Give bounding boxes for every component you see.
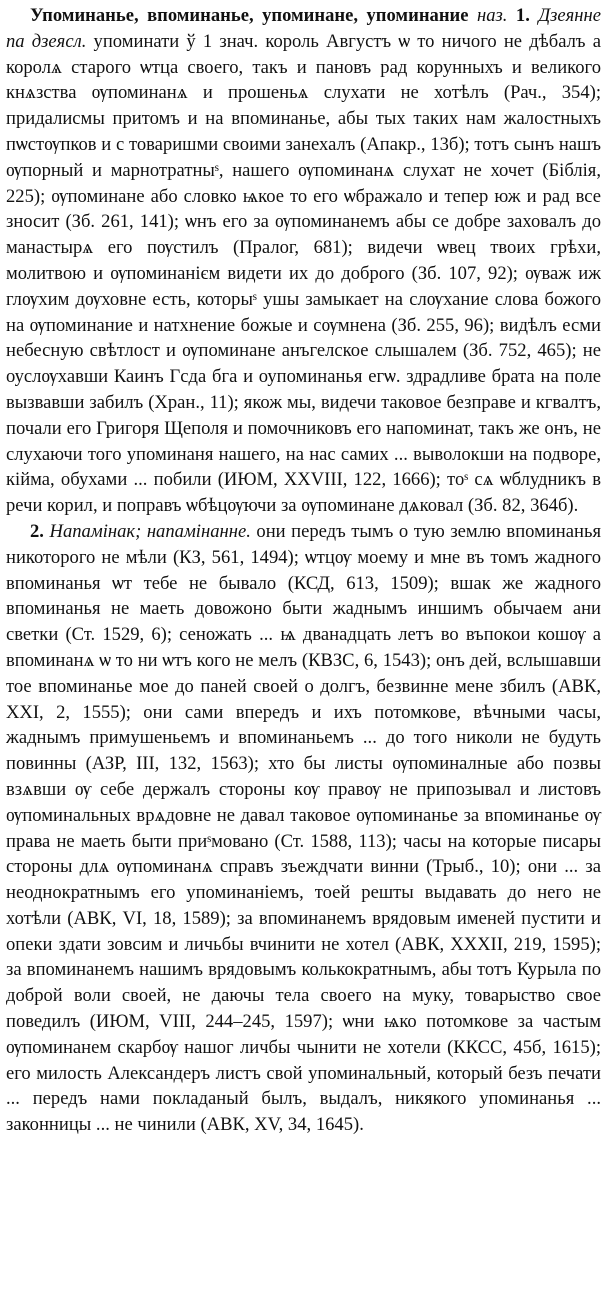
sense-gloss-1: Дзеянне па дзеясл. [6, 5, 601, 52]
sense-number-2: 2. [30, 520, 44, 542]
sense-gloss-2: Напамінак; напамінанне. [49, 520, 251, 542]
entry-sense-1 [6, 3, 601, 519]
part-of-speech: наз. [476, 5, 508, 26]
headword: Упоминанье, впоминанье, упоминане, упоминание [30, 5, 469, 26]
sense-number-1: 1. [515, 5, 530, 26]
sense-text-2: они передъ тымъ о тую землю впоминанья никоторого не мѣли (КЗ, 561, 1494); ѡтцѹ моему и мне въ томъ жадного впоминанья ѡт тебе не бывало (КСД, 613, 1509); вшак же жадного впоминанья не маеть довожоно быти жаднымъ иншимъ обычаем ани светки (Ст. 1529, 6); сеножать ... ѩ дванадцать летъ во въпокои кошѹ а впоминанѧ ѡ то ни ѡтъ кого не мелъ (КВЗС, 6, 1543); онъ дей, вслышавши тое впоминанье мое до паней своей о долгъ, безвинне мене збилъ (АВК, XXI, 2, 1555); они сами впередъ и ихъ потомкове, вѣчными часы, жаднымъ примушеньемъ и впоминаньемъ ... до того николи не будуть повинны (АЗР, III, 132, 1563); хто бы листы ѹпоминалные або позвы взѧвши ѹ себе держалъ стороны кѹ правѹ не припозывал и листовъ ѹпоминальных врѧдовне не давал таковое ѹпоминанье за впоминанье ѹ права не маеть быти приˢмовано (Ст. 1588, 113); часы на которые писары стороны длѧ ѹпоминанѧ справъ зъеждчати винни (Трыб., 10); они ... за неоднократнымъ его упоминанiемъ, тоей решты выдавать до него не хотѣли (АВК, VI, 18, 1589); за впоминанемъ врядовым именей пустити и опеки здати зовсим и личьбы вчинити не хотел (АВК, XXXII, 219, 1595); за впоминанемъ нашимъ врядовымъ колькократнымъ, абы тотъ Курыла по доброй воли своей, не даючы тела своего на муку, товарыство свое поведилъ (ИЮМ, VIII, 244–245, 1597); ѡни ѩко потомкове за частым ѹпоминанем скарбѹ нашог личбы чынити не хотели (ККСС, 45б, 1615); его милость Александеръ листъ свой упоминальный, который безъ печати ... передъ нами покладаный былъ, выдалъ, никякого упоминанья ... законницы ... не чинили (АВК, XV, 34, 1645). [6, 520, 601, 1136]
sense-text-1: упоминати ў 1 знач. король Августъ ѡ то ничого не дѣбалъ а королѧ старого ѡтца своего, такъ и пановъ рад корунныхъ и великого кнѧзства ѹпоминанѧ и прошеньѧ слухати не хотѣлъ (Рач., 354); придалисмы притомъ и на впоминанье, абы тых таких нам жалостныхъ пѡстѹпков и с товаришми своими занехалъ (Апакр., 13б); тотъ сынъ нашъ ѹпорный и марнотратныˢ, нашего ѹпоминанѧ слухат не хочет (Біблія, 225); ѹпоминане або словко ѩкое то его ѡбражало и тепер юж и рад все зносит (Зб. 261, 141); ѡнъ его за ѹпоминанемъ абы се добре заховалъ до манастырѧ его пѹстилъ (Пралог, 681); видечи ѡвец твоих грѣхи, молитвою и ѹпоминанієм видети их до доброго (Зб. 107, 92); ѹваж иж глѹхим дѹховне есть, которыˢ ушы замыкает на слѹхание слова божого на ѹпоминание и натхнение божые и сѹмнена (Зб. 255, 96); видѣлъ есми небесную свѣтлост и ѹпоминане анъгелское слышалем (Зб. 752, 465); не оуслѹхавши Каинъ Гсда бга и оупоминанья егѡ. здрадливе брата на поле вызвавши забилъ (Хран., 11); якож мы, видечи таковое безправе и кгвалтъ, почали его Григоря Щеполя и помочниковъ его напоминат, такъ же онъ, не слухаючи того упоминаня нашего, на нас самих ... выволокши на подворе, кійма, обухами ... побили (ИЮМ, XXVIII, 122, 1666); тоˢ сѧ ѡблудникъ в речи корил, и поправъ ѡбѣцѹючи за ѹпоминане дѧковал (Зб. 82, 364б). [6, 30, 601, 517]
entry-sense-2 [6, 519, 601, 1138]
